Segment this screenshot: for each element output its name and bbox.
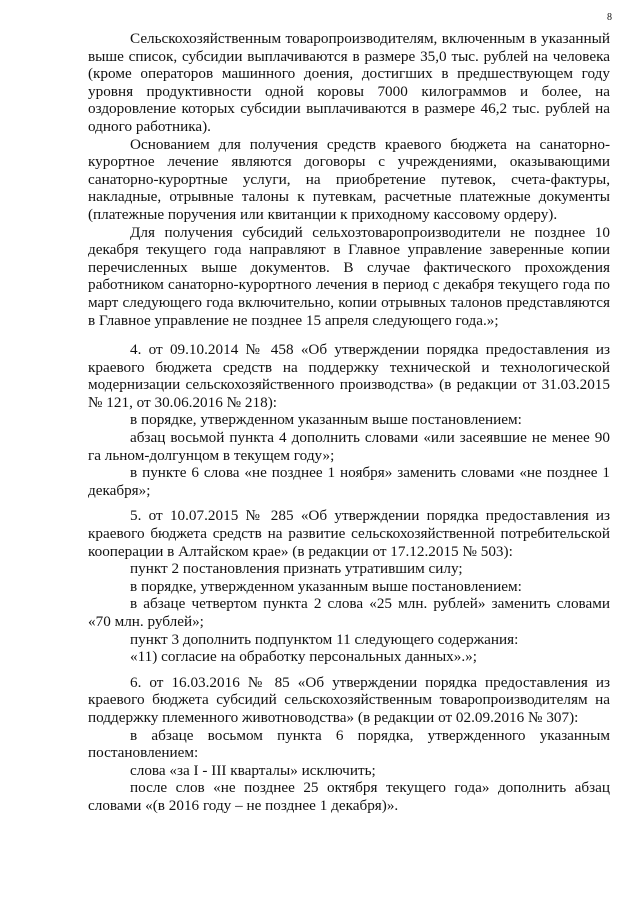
paragraph-item-6-amendment-1: слова «за I - III кварталы» исключить; (130, 761, 376, 779)
paragraph-subsidy-amount: Сельскохозяйственным товаропроизводителям, включенным в указанный выше список, субсидии выплачиваются в размере 35,0 тыс. рублей на человека (кроме операторов машинного доения, достигших в предшествующем году уровня продуктивности одной коровы 7000 килограммов и более, на оздоровление которых субсидии выплачиваются в размере 46,2 тыс. рублей на одного работника). (88, 30, 610, 135)
paragraph-item-6-amendment-2: после слов «не позднее 25 октября текущего года» дополнить абзац словами «(в 2016 году – не позднее 1 декабря)». (88, 779, 610, 814)
paragraph-item-5-amendment-2: в абзаце четвертом пункта 2 слова «25 млн. рублей» заменить словами «70 млн. рублей»; (88, 595, 610, 630)
page-number: 8 (607, 12, 612, 23)
paragraph-item-4-heading: 4. от 09.10.2014 № 458 «Об утверждении порядка предоставления из краевого бюджета средств на поддержку технической и технологической модернизации сельскохозяйственного производства» (в редакции от 31.03.2015 № 121, от 30.06.2016 № 218): (88, 341, 610, 411)
paragraph-basis-for-funds: Основанием для получения средств краевого бюджета на санаторно-курортное лечение являются договоры с учреждениями, оказывающими санаторно-курортные услуги, на приобретение путевок, счета-фактуры, накладные, отрывные талоны к путевкам, расчетные платежные документы (платежные поручения или квитанции к приходному кассовому ордеру). (88, 135, 610, 223)
paragraph-item-4-amendment-1: абзац восьмой пункта 4 дополнить словами «или засеявшие не менее 90 га льном-долгунцом в текущем году»; (88, 429, 610, 464)
paragraph-item-5-heading: 5. от 10.07.2015 № 285 «Об утверждении порядка предоставления из краевого бюджета средств на развитие сельскохозяйственной потребительской кооперации в Алтайском крае» (в редакции от 17.12.2015 № 503): (88, 507, 610, 560)
paragraph-item-6-order: в абзаце восьмом пункта 6 порядка, утвержденного указанным постановлением: (88, 726, 610, 762)
paragraph-item-5-amendment-3: пункт 3 дополнить подпунктом 11 следующего содержания: (130, 630, 519, 648)
paragraph-item-5-order: в порядке, утвержденном указанным выше постановлением: (130, 577, 522, 595)
paragraph-item-4-amendment-2: в пункте 6 слова «не позднее 1 ноября» заменить словами «не позднее 1 декабря»; (88, 464, 610, 499)
paragraph-item-4-order: в порядке, утвержденном указанным выше постановлением: (130, 411, 522, 429)
paragraph-document-submission: Для получения субсидий сельхозтоваропроизводители не позднее 10 декабря текущего года направляют в Главное управление заверенные копии перечисленных выше документов. В случае фактического прохождения работником санаторно-курортного лечения в период с декабря текущего года по март следующего года включительно, копии отрывных талонов представляются в Главное управление не позднее 15 апреля следующего года.»; (88, 223, 610, 329)
paragraph-item-5-amendment-1: пункт 2 постановления признать утратившим силу; (130, 560, 463, 578)
paragraph-item-5-amendment-4: «11) согласие на обработку персональных данных».»; (130, 648, 477, 666)
document-body (88, 30, 610, 815)
paragraph-item-6-heading: 6. от 16.03.2016 № 85 «Об утверждении порядка предоставления из краевого бюджета субсидий сельскохозяйственным товаропроизводителям на поддержку племенного животноводства» (в редакции от 02.09.2016 № 307): (88, 673, 610, 726)
